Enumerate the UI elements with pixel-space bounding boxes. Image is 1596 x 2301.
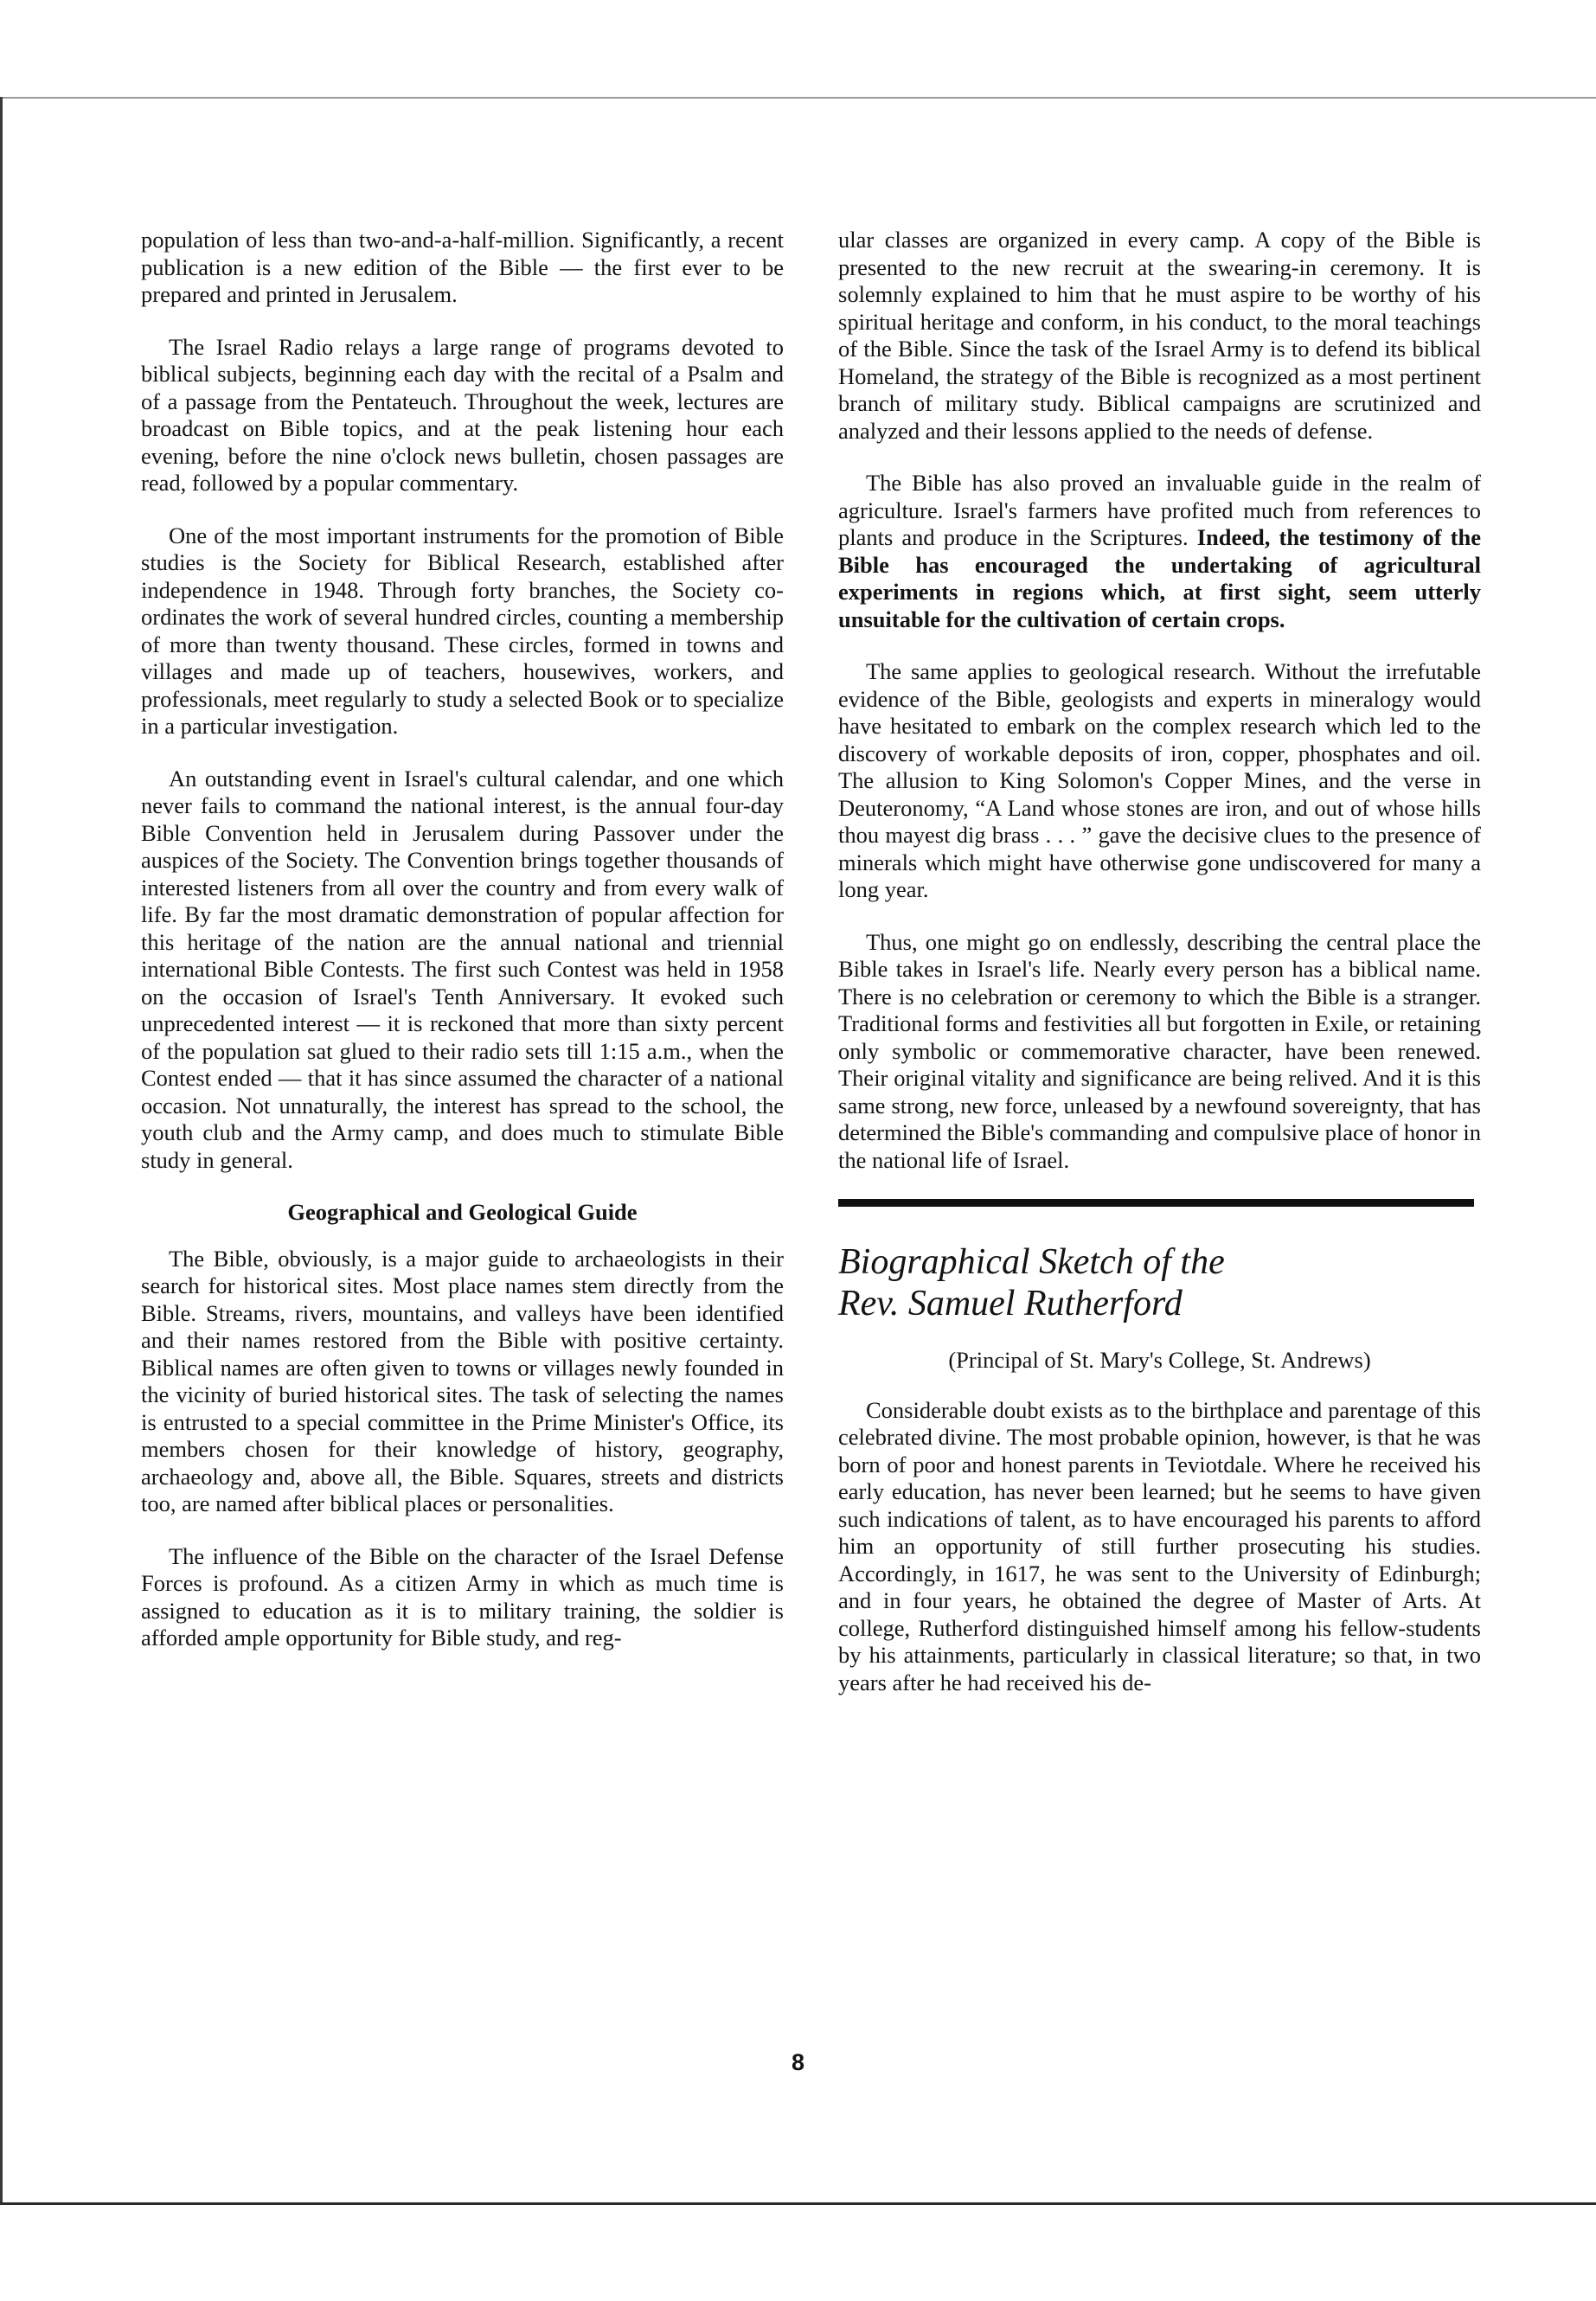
- page-number: 8: [791, 2049, 805, 2075]
- page-bottom-edge: [0, 2202, 1596, 2205]
- right-column: [838, 227, 1481, 1721]
- article-title-line-1: Biographical Sketch of the: [838, 1242, 1225, 1282]
- article-subtitle: (Principal of St. Mary's College, St. Andrews): [948, 1347, 1371, 1373]
- left-paragraph-1: population of less than two-and-a-half-million. Significantly, a recent publication is a new edition of the Bible — the first ever to be prepared and printed in Jerusalem.: [141, 227, 784, 307]
- left-paragraph-6: The influence of the Bible on the character of the Israel Defense Forces is profound. As a citizen Army in which as much time is assigned to education as it is to military training, the soldier is afforded ample opportunity for Bible study, and reg-: [141, 1542, 784, 1650]
- left-paragraph-3: One of the most important instruments for the promotion of Bible studies is the Society for Biblical Research, established after independence in 1948. Through forty branches, the Society co-ordinates the work of several hundred circles, counting a membership of more than twenty thousand. These circles, formed in towns and villages and made up of teachers, housewives, workers, and professionals, meet regularly to study a selected Book or to specialize in a particular investigation.: [141, 522, 784, 739]
- left-paragraph-4: An outstanding event in Israel's cultural calendar, and one which never fails to command the national interest, is the annual four-day Bible Convention held in Jerusalem during Passover under the auspices of the Society. The Convention brings together thousands of interested listeners from all over the country and from every walk of life. By far the most dramatic demonstration of popular affection for this heritage of the nation are the annual national and triennial international Bible Contests. The first such Contest was held in 1958 on the occasion of Israel's Tenth Anniversary. It evoked such unprecedented interest — it is reckoned that more than sixty percent of the population sat glued to their radio sets till 1:15 a.m., when the Contest ended — that it has since assumed the character of a national occasion. Not unnaturally, the interest has spread to the school, the youth club and the Army camp, and does much to stimulate Bible study in general.: [141, 765, 784, 1173]
- section-heading: Geographical and Geological Guide: [287, 1199, 638, 1225]
- right-paragraph-1: ular classes are organized in every camp. A copy of the Bible is presented to the new recruit at the swearing-in ceremony. It is solemnly explained to him that he must aspire to be worthy of his spiritual heritage and conform, in his conduct, to the moral teachings of the Bible. Since the task of the Israel Army is to defend its biblical Homeland, the strategy of the Bible is recognized as a most pertinent branch of military study. Biblical campaigns are scrutinized and analyzed and their lessons applied to the needs of defense.: [838, 227, 1481, 444]
- right-paragraph-4: Thus, one might go on endlessly, describing the central place the Bible takes in Israel's life. Nearly every person has a biblical name. There is no celebration or ceremony to which the Bible is a stranger. Traditional forms and festivities all but forgotten in Exile, or retaining only symbolic or commemorative character, have been renewed. Their original vitality and significance are being relived. And it is this same strong, new force, unleased by a newfound sovereignty, that has determined the Bible's commanding and compulsive place of honor in the national life of Israel.: [838, 928, 1481, 1173]
- article-title-line-2: Rev. Samuel Rutherford: [838, 1284, 1183, 1324]
- right-paragraph-2: [838, 470, 1481, 633]
- page-top-edge: [0, 97, 1596, 99]
- article-title: [838, 1241, 1481, 1324]
- section-divider: [838, 1199, 1474, 1207]
- left-column: [141, 227, 784, 1677]
- left-paragraph-2: The Israel Radio relays a large range of programs devoted to biblical subjects, beginning each day with the recital of a Psalm and of a passage from the Pentateuch. Throughout the week, lectures are broadcast on Bible topics, and at the peak listening hour each evening, before the nine o'clock news bulletin, chosen passages are read, followed by a popular commentary.: [141, 333, 784, 496]
- right-paragraph-3: The same applies to geological research. Without the irrefutable evidence of the Bible, geologists and experts in mineralogy would have hesitated to embark on the complex research which led to the discovery of workable deposits of iron, copper, phosphates and oil. The allusion to King Solomon's Copper Mines, and the verse in Deuteronomy, “A Land whose stones are iron, and out of whose hills thou mayest dig brass . . . ” gave the decisive clues to the presence of minerals which might have otherwise gone undiscovered for many a long year.: [838, 658, 1481, 902]
- left-paragraph-5: The Bible, obviously, is a major guide to archaeologists in their search for historical sites. Most place names stem directly from the Bible. Streams, rivers, mountains, and valleys have been identified and their names restored from the Bible with positive certainty. Biblical names are often given to towns or villages newly founded in the vicinity of buried historical sites. The task of selecting the names is entrusted to a special committee in the Prime Minister's Office, its members chosen for their knowledge of history, geography, archaeology and, above all, the Bible. Squares, streets and districts too, are named after biblical places or personalities.: [141, 1245, 784, 1516]
- page-left-edge: [0, 97, 3, 2205]
- right-paragraph-2-text: The Bible has also proved an invaluable guide in the realm of agriculture. Israel's farmers have profited much from references to plants and produce in the Scriptures.: [838, 470, 1481, 550]
- right-paragraph-2-emphasis: Indeed, the testimony of the Bible has encouraged the undertaking of agricultural experiments in regions which, at first sight, seem utterly unsuitable for the cultivation of certain crops.: [838, 524, 1481, 632]
- right-paragraph-5: Considerable doubt exists as to the birthplace and parentage of this celebrated divine. The most probable opinion, however, is that he was born of poor and honest parents in Teviotdale. Where he received his early education, has never been learned; but he seems to have given such indications of talent, as to have encouraged his parents to afford him an opportunity of still further prosecuting his studies. Accordingly, in 1617, he was sent to the University of Edinburgh; and in four years, he obtained the degree of Master of Arts. At college, Rutherford distinguished himself among his fellow-students by his attainments, particularly in classical literature; so that, in two years after he had received his de-: [838, 1396, 1481, 1695]
